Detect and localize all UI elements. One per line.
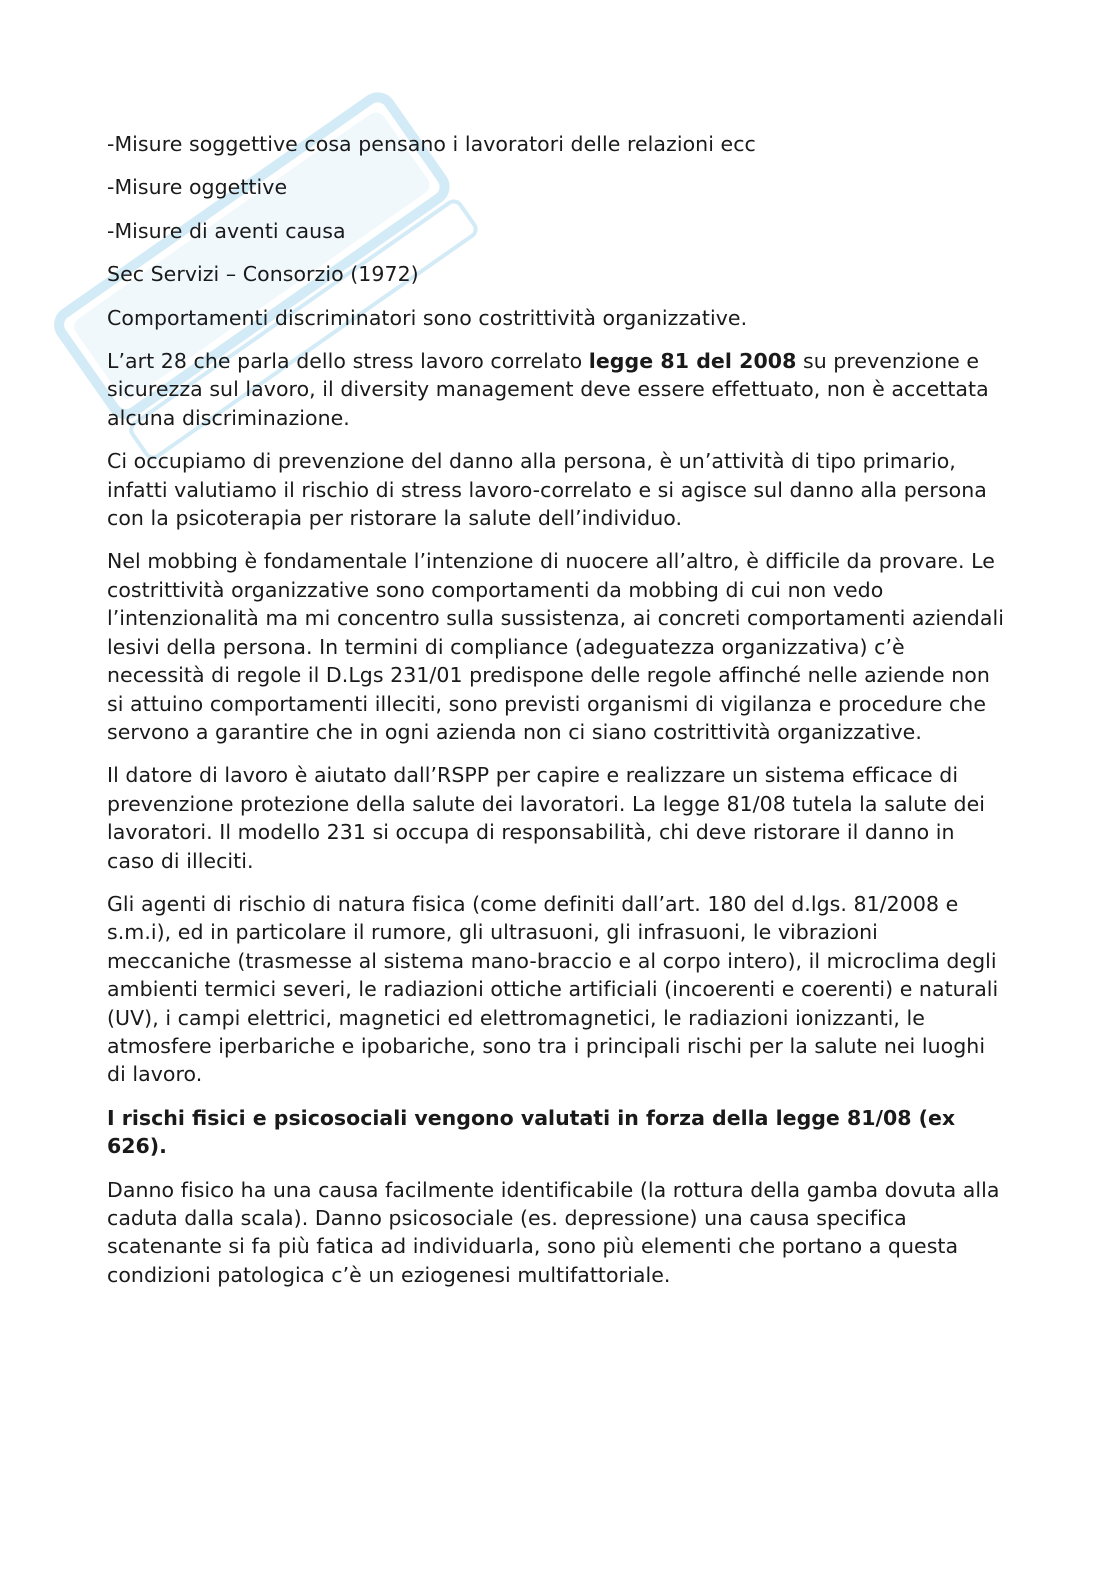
heading-rischi-fisici: I rischi fisici e psicosociali vengono valutati in forza della legge 81/08 (ex 626). [107,1105,956,1159]
paragraph-art28 [107,347,1007,432]
line-comportamenti: Comportamenti discriminatori sono costrittività organizzative. [107,305,748,330]
art28-bold-legge: legge 81 del 2008 [588,349,797,374]
paragraph-agenti-rischio: Gli agenti di rischio di natura fisica (come definiti dall’art. 180 del d.lgs. 81/2008 e s.m.i), ed in particolare il rumore, gli ultrasuoni, gli infrasuoni, le vibrazioni meccaniche (trasmesse al sistema mano-braccio e al corpo intero), il microclima degli ambienti termici severi, le radiazioni ottiche artificiali (incoerenti e coerenti) e naturali (UV), i campi elettrici, magnetici ed elettromagnetici, le radiazioni ionizzanti, le atmosfere iperbariche e ipobariche, sono tra i principali rischi per la salute nei luoghi di lavoro. [107,891,999,1087]
art28-text-after: su prevenzione e sicurezza sul lavoro, il diversity management deve essere effettuato, non è accettata alcuna discriminazione. [107,349,989,430]
bullet-misure-aventi-causa: -Misure di aventi causa [107,218,346,243]
bullet-misure-soggettive: -Misure soggettive cosa pensano i lavoratori delle relazioni ecc [107,132,756,156]
line-sec-servizi: Sec Servizi – Consorzio (1972) [107,262,419,287]
paragraph-datore: Il datore di lavoro è aiutato dall’RSPP per capire e realizzare un sistema efficace di prevenzione protezione della salute dei lavoratori. La legge 81/08 tutela la salute dei lavoratori. Il modello 231 si occupa di responsabilità, chi deve ristorare il danno in caso di illeciti. [107,763,986,873]
document-page [107,130,1007,1304]
paragraph-prevenzione: Ci occupiamo di prevenzione del danno alla persona, è un’attività di tipo primario, infatti valutiamo il rischio di stress lavoro-correlato e si agisce sul danno alla persona con la psicoterapia per ristorare la salute dell’individuo. [107,449,987,531]
art28-text-before: L’art 28 che parla dello stress lavoro correlato [107,349,589,374]
paragraph-mobbing: Nel mobbing è fondamentale l’intenzione di nuocere all’altro, è difficile da provare. Le costrittività organizzative sono comportamenti da mobbing di cui non vedo l’intenzionalità ma mi concentro sulla sussistenza, ai concreti comportamenti aziendali lesivi della persona. In termini di compliance (adeguatezza organizzativa) c’è necessità di regole il D.Lgs 231/01 predispone delle regole affinché nelle aziende non si attuino comportamenti illeciti, sono previsti organismi di vigilanza e procedure che servono a garantire che in ogni azienda non ci siano costrittività organizzative. [107,549,1004,744]
paragraph-danno: Danno fisico ha una causa facilmente identificabile (la rottura della gamba dovuta alla caduta dalla scala). Danno psicosociale (es. depressione) una causa specifica scatenante si fa più fatica ad individuarla, sono più elementi che portano a questa condizioni patologica c’è un eziogenesi multifattoriale. [107,1177,1000,1287]
bullet-misure-oggettive: -Misure oggettive [107,175,288,200]
